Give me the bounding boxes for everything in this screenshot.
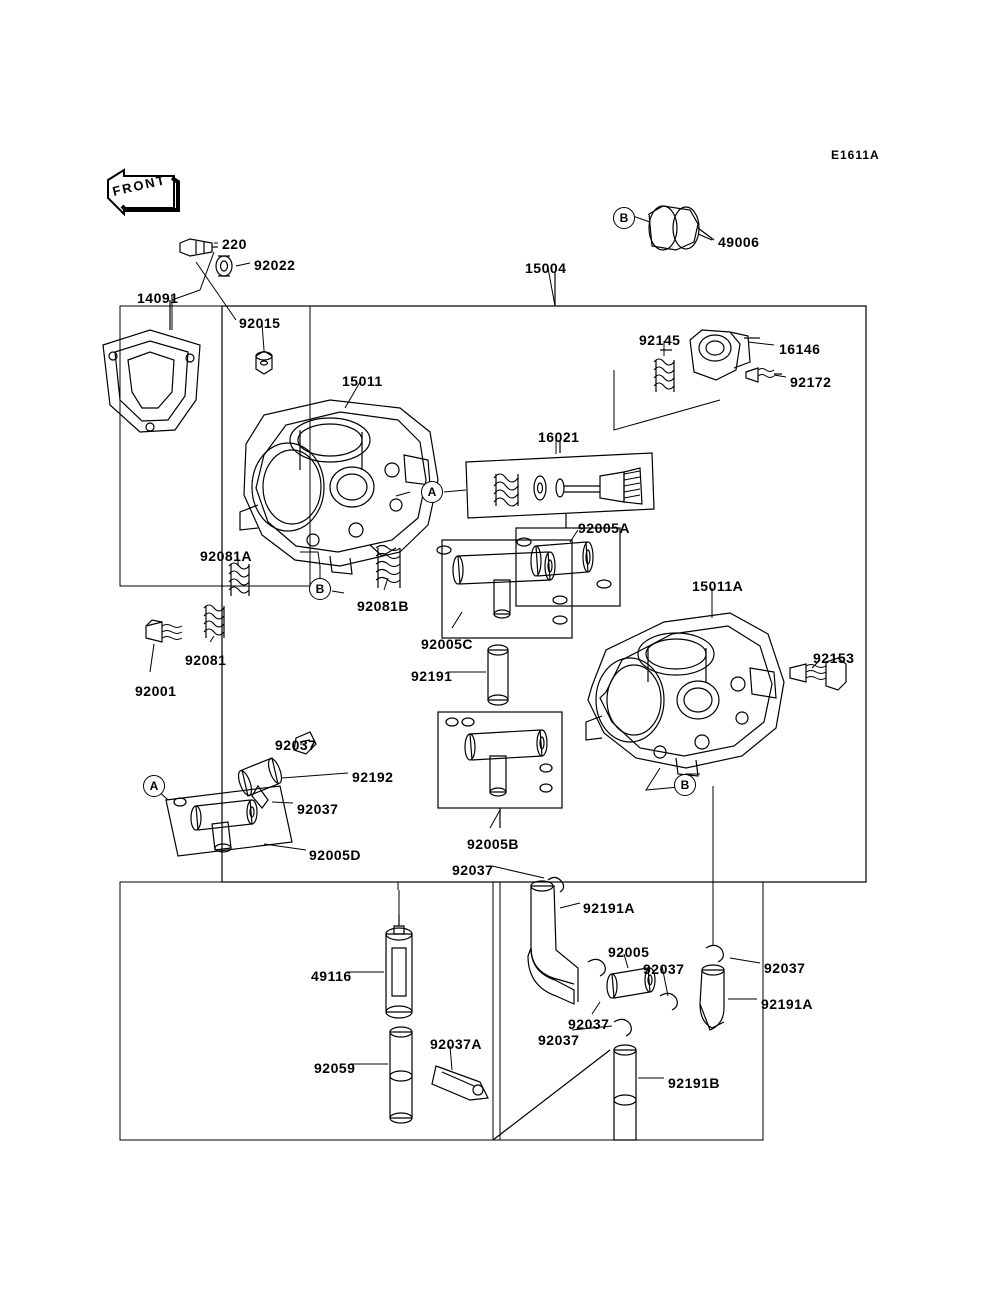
- part-label-92037-1: 92037: [275, 737, 317, 753]
- part-label-16146: 16146: [779, 341, 821, 357]
- callout-a-upper: A: [421, 481, 443, 503]
- part-label-92015: 92015: [239, 315, 281, 331]
- part-label-92037-6: 92037: [568, 1016, 610, 1032]
- part-label-92192: 92192: [352, 769, 394, 785]
- part-label-92037-4: 92037: [643, 961, 685, 977]
- part-label-92191: 92191: [411, 668, 453, 684]
- part-label-92037-2: 92037: [297, 801, 339, 817]
- front-label: FRONT: [111, 172, 168, 199]
- part-label-92005B: 92005B: [467, 836, 520, 852]
- figure-id: E1611A: [831, 148, 880, 162]
- part-label-92037-5: 92037: [764, 960, 806, 976]
- part-label-92145: 92145: [639, 332, 681, 348]
- part-label-220: 220: [222, 236, 247, 252]
- part-label-92081: 92081: [185, 652, 227, 668]
- callout-b-left: B: [309, 578, 331, 600]
- part-label-14091: 14091: [137, 290, 179, 306]
- part-label-92172: 92172: [790, 374, 832, 390]
- part-label-92037-7: 92037: [538, 1032, 580, 1048]
- part-label-92001: 92001: [135, 683, 177, 699]
- part-label-15011: 15011: [342, 373, 383, 389]
- part-label-15004: 15004: [525, 260, 567, 276]
- part-label-16021: 16021: [538, 429, 580, 445]
- part-label-92022: 92022: [254, 257, 296, 273]
- callout-b-top: B: [613, 207, 635, 229]
- part-label-49116: 49116: [311, 968, 352, 984]
- part-label-92081B: 92081B: [357, 598, 410, 614]
- callout-b-lower: B: [674, 774, 696, 796]
- part-label-92191A-2: 92191A: [761, 996, 814, 1012]
- part-label-92005A: 92005A: [578, 520, 631, 536]
- part-label-92081A: 92081A: [200, 548, 253, 564]
- part-label-92005C: 92005C: [421, 636, 474, 652]
- part-label-15011A: 15011A: [692, 578, 744, 594]
- part-label-92005: 92005: [608, 944, 650, 960]
- part-label-92191A-1: 92191A: [583, 900, 636, 916]
- part-label-92153: 92153: [813, 650, 855, 666]
- part-label-92037-3: 92037: [452, 862, 494, 878]
- callout-a-lower: A: [143, 775, 165, 797]
- part-label-49006: 49006: [718, 234, 760, 250]
- part-label-92059: 92059: [314, 1060, 356, 1076]
- part-label-92191B: 92191B: [668, 1075, 721, 1091]
- part-label-92037A: 92037A: [430, 1036, 483, 1052]
- part-label-92005D: 92005D: [309, 847, 362, 863]
